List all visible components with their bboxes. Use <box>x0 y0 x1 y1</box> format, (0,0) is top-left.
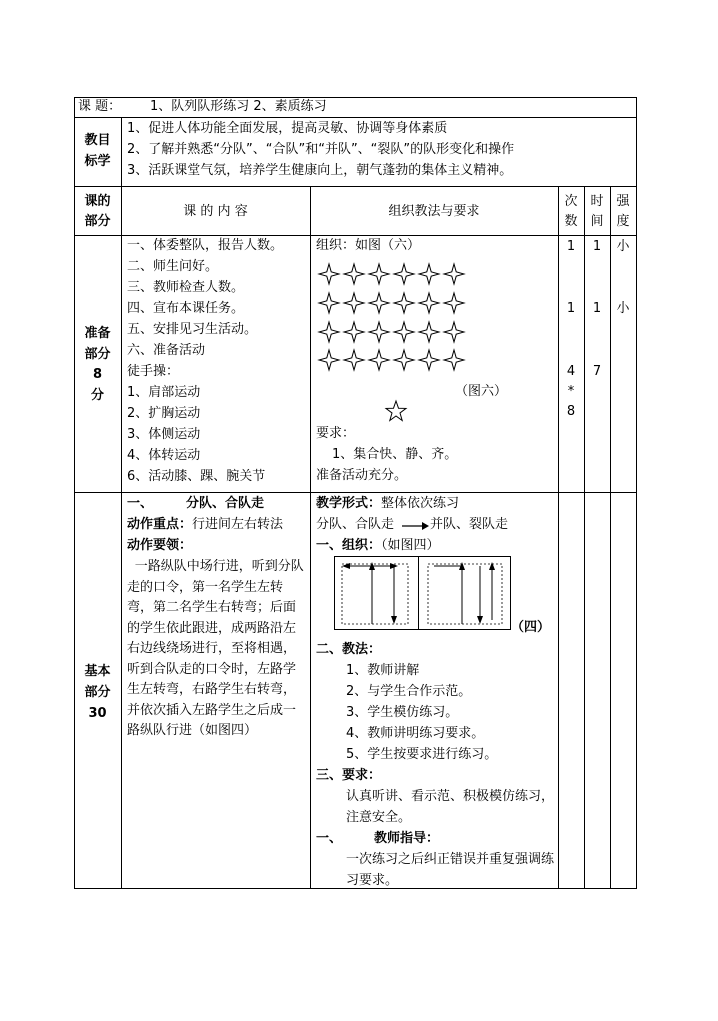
prep-content-line: 4、体转运动 <box>127 448 201 463</box>
student-star-icon <box>369 350 389 370</box>
prep-time-value: 1 <box>592 239 602 254</box>
student-star-icon <box>419 350 439 370</box>
objectives-label-line1: 教目 <box>84 133 111 148</box>
column-header-method: 组织教法与要求 <box>388 204 480 219</box>
topic-value: 1、队列队形练习 2、素质练习 <box>150 99 327 114</box>
basic-req-label: 要求： <box>342 768 382 783</box>
prep-time-value: 1 <box>592 301 602 316</box>
prep-times-value: 1 <box>566 301 576 316</box>
student-star-icon <box>319 264 339 284</box>
prep-content-line: 1、肩部运动 <box>127 385 201 400</box>
student-star-icon <box>369 293 389 313</box>
arrow-right-icon <box>402 520 430 532</box>
student-star-icon <box>319 350 339 370</box>
prep-content-line: 五、安排见习生活动。 <box>127 322 258 337</box>
student-star-icon <box>344 293 364 313</box>
basic-figure-caption: （四） <box>511 620 551 635</box>
prep-time-value: 7 <box>592 364 602 379</box>
prep-require-note: 准备活动充分。 <box>316 468 408 483</box>
prep-content-line: 一、体委整队，报告人数。 <box>127 238 284 253</box>
prep-times-value: 1 <box>566 239 576 254</box>
prep-content-line: 三、教师检查人数。 <box>127 280 245 295</box>
prep-content-line: 六、准备活动 <box>127 343 206 358</box>
prep-part-label: 分 <box>90 388 104 403</box>
prep-content-line: 2、扩胸运动 <box>127 406 201 421</box>
student-star-icon <box>444 322 464 342</box>
basic-guide-label: 教师指导： <box>374 831 440 846</box>
merge-march-path <box>428 562 502 624</box>
basic-form <box>316 494 459 515</box>
column-header-part-line2: 部分 <box>84 214 111 229</box>
basic-key-value: 行进间左右转法 <box>192 517 284 532</box>
basic-method-item: 3、学生模仿练习。 <box>346 705 459 720</box>
basic-method-item: 5、学生按要求进行练习。 <box>346 747 498 762</box>
prep-content-line: 3、体侧运动 <box>127 427 201 442</box>
basic-org-ref: （如图四） <box>381 538 440 553</box>
student-star-icon <box>319 293 339 313</box>
student-star-icon <box>419 293 439 313</box>
column-header-intensity: 强 <box>616 194 630 209</box>
basic-part-label: 30 <box>88 706 107 721</box>
basic-key-point <box>127 515 283 536</box>
prep-org-label: 组织：如图（六） <box>316 238 421 253</box>
split-march-path <box>342 562 408 624</box>
basic-guide-number: 一、 <box>316 831 343 846</box>
student-star-icon <box>344 264 364 284</box>
column-header-intensity-line2: 度 <box>616 214 630 229</box>
objective-item: 1、促进人体功能全面发展，提高灵敏、协调等身体素质 <box>127 121 448 136</box>
prep-content-line: 四、宣布本课任务。 <box>127 301 245 316</box>
formation-row <box>319 264 464 284</box>
basic-essentials-label: 动作要领： <box>127 538 193 553</box>
student-star-icon <box>394 322 414 342</box>
column-header-times: 次 <box>564 194 578 209</box>
basic-req-text: 认真听讲、看示范、积极模仿练习，注意安全。 <box>346 789 555 825</box>
prep-intensity-value: 小 <box>616 239 630 254</box>
column-header-part: 课的 <box>84 194 111 209</box>
prep-times-value: * <box>567 384 575 399</box>
student-star-icon <box>394 264 414 284</box>
basic-methods-label: 二、教法： <box>316 642 382 657</box>
prep-content-line: 二、师生问好。 <box>127 259 219 274</box>
student-star-icon <box>369 264 389 284</box>
basic-content-title: 分队、合队走 <box>186 496 265 511</box>
column-header-times-line2: 数 <box>564 214 578 229</box>
objectives-label-line2: 标学 <box>84 154 111 169</box>
student-star-icon <box>444 350 464 370</box>
basic-method-item: 2、与学生合作示范。 <box>346 684 472 699</box>
basic-req-number: 三、 <box>316 768 343 783</box>
basic-method-item: 1、教师讲解 <box>346 663 420 678</box>
prep-part-label: 部分 <box>84 347 111 362</box>
prep-require-item: 1、集合快、静、齐。 <box>332 447 458 462</box>
prep-part-label: 8 <box>92 367 103 382</box>
march-path-figure-four <box>334 556 512 632</box>
student-star-icon <box>394 350 414 370</box>
topic-label: 课 题： <box>78 99 122 114</box>
prep-part-label: 准备 <box>84 326 111 341</box>
basic-flow-a: 分队、合队走 <box>316 517 395 532</box>
student-star-icon <box>344 322 364 342</box>
formation-row <box>319 322 464 342</box>
basic-org-label: 组织： <box>342 538 382 553</box>
basic-form-label: 教学形式： <box>316 496 382 511</box>
teacher-star-icon <box>385 400 407 422</box>
prep-intensity-value: 小 <box>616 301 630 316</box>
formation-row <box>319 350 464 370</box>
prep-content-line: 徒手操： <box>127 364 180 379</box>
basic-method-item: 4、教师讲明练习要求。 <box>346 726 485 741</box>
basic-content-title-number: 一、 <box>127 496 154 511</box>
student-star-icon <box>444 293 464 313</box>
prep-times-value: 8 <box>566 404 576 419</box>
basic-key-label: 动作重点： <box>127 517 193 532</box>
basic-part-label: 基本 <box>84 664 111 679</box>
objective-item: 3、活跃课堂气氛，培养学生健康向上，朝气蓬勃的集体主义精神。 <box>127 163 513 178</box>
prep-times-value: 4 <box>566 364 576 379</box>
student-star-icon <box>319 322 339 342</box>
column-header-content: 课 的 内 容 <box>183 204 248 219</box>
student-star-icon <box>369 322 389 342</box>
student-star-icon <box>394 293 414 313</box>
formation-figure-six <box>316 260 476 380</box>
basic-org-number: 一、 <box>316 538 343 553</box>
basic-guide-text: 一次练习之后纠正错误并重复强调练习要求。 <box>346 852 555 888</box>
student-star-icon <box>444 264 464 284</box>
basic-essentials-text: 一路纵队中场行进，听到分队走的口令，第一名学生左转弯，第二名学生右转弯；后面的学生依此跟进，成两路沿左右边线绕场进行，至将相遇，听到合队走的口令时，左路学生左转弯，右路学生右转弯，并依次插入左路学生之后成一路纵队行进（如图四） <box>127 559 304 738</box>
basic-org <box>316 536 440 557</box>
formation-row <box>319 293 464 313</box>
student-star-icon <box>419 264 439 284</box>
objective-item: 2、了解并熟悉“分队”、“合队”和“并队”、“裂队”的队形变化和操作 <box>127 142 515 157</box>
prep-require-label: 要求： <box>316 426 356 441</box>
basic-part-label: 部分 <box>84 685 111 700</box>
prep-content-line: 6、活动膝、踝、腕关节 <box>127 469 266 484</box>
basic-form-value: 整体依次练习 <box>381 496 460 511</box>
column-header-time-line2: 间 <box>590 214 604 229</box>
basic-flow-b: 并队、裂队走 <box>430 517 509 532</box>
student-star-icon <box>419 322 439 342</box>
student-star-icon <box>344 350 364 370</box>
prep-figure-caption: （图六） <box>455 384 508 399</box>
basic-requirements <box>316 766 381 787</box>
column-header-time: 时 <box>590 194 604 209</box>
